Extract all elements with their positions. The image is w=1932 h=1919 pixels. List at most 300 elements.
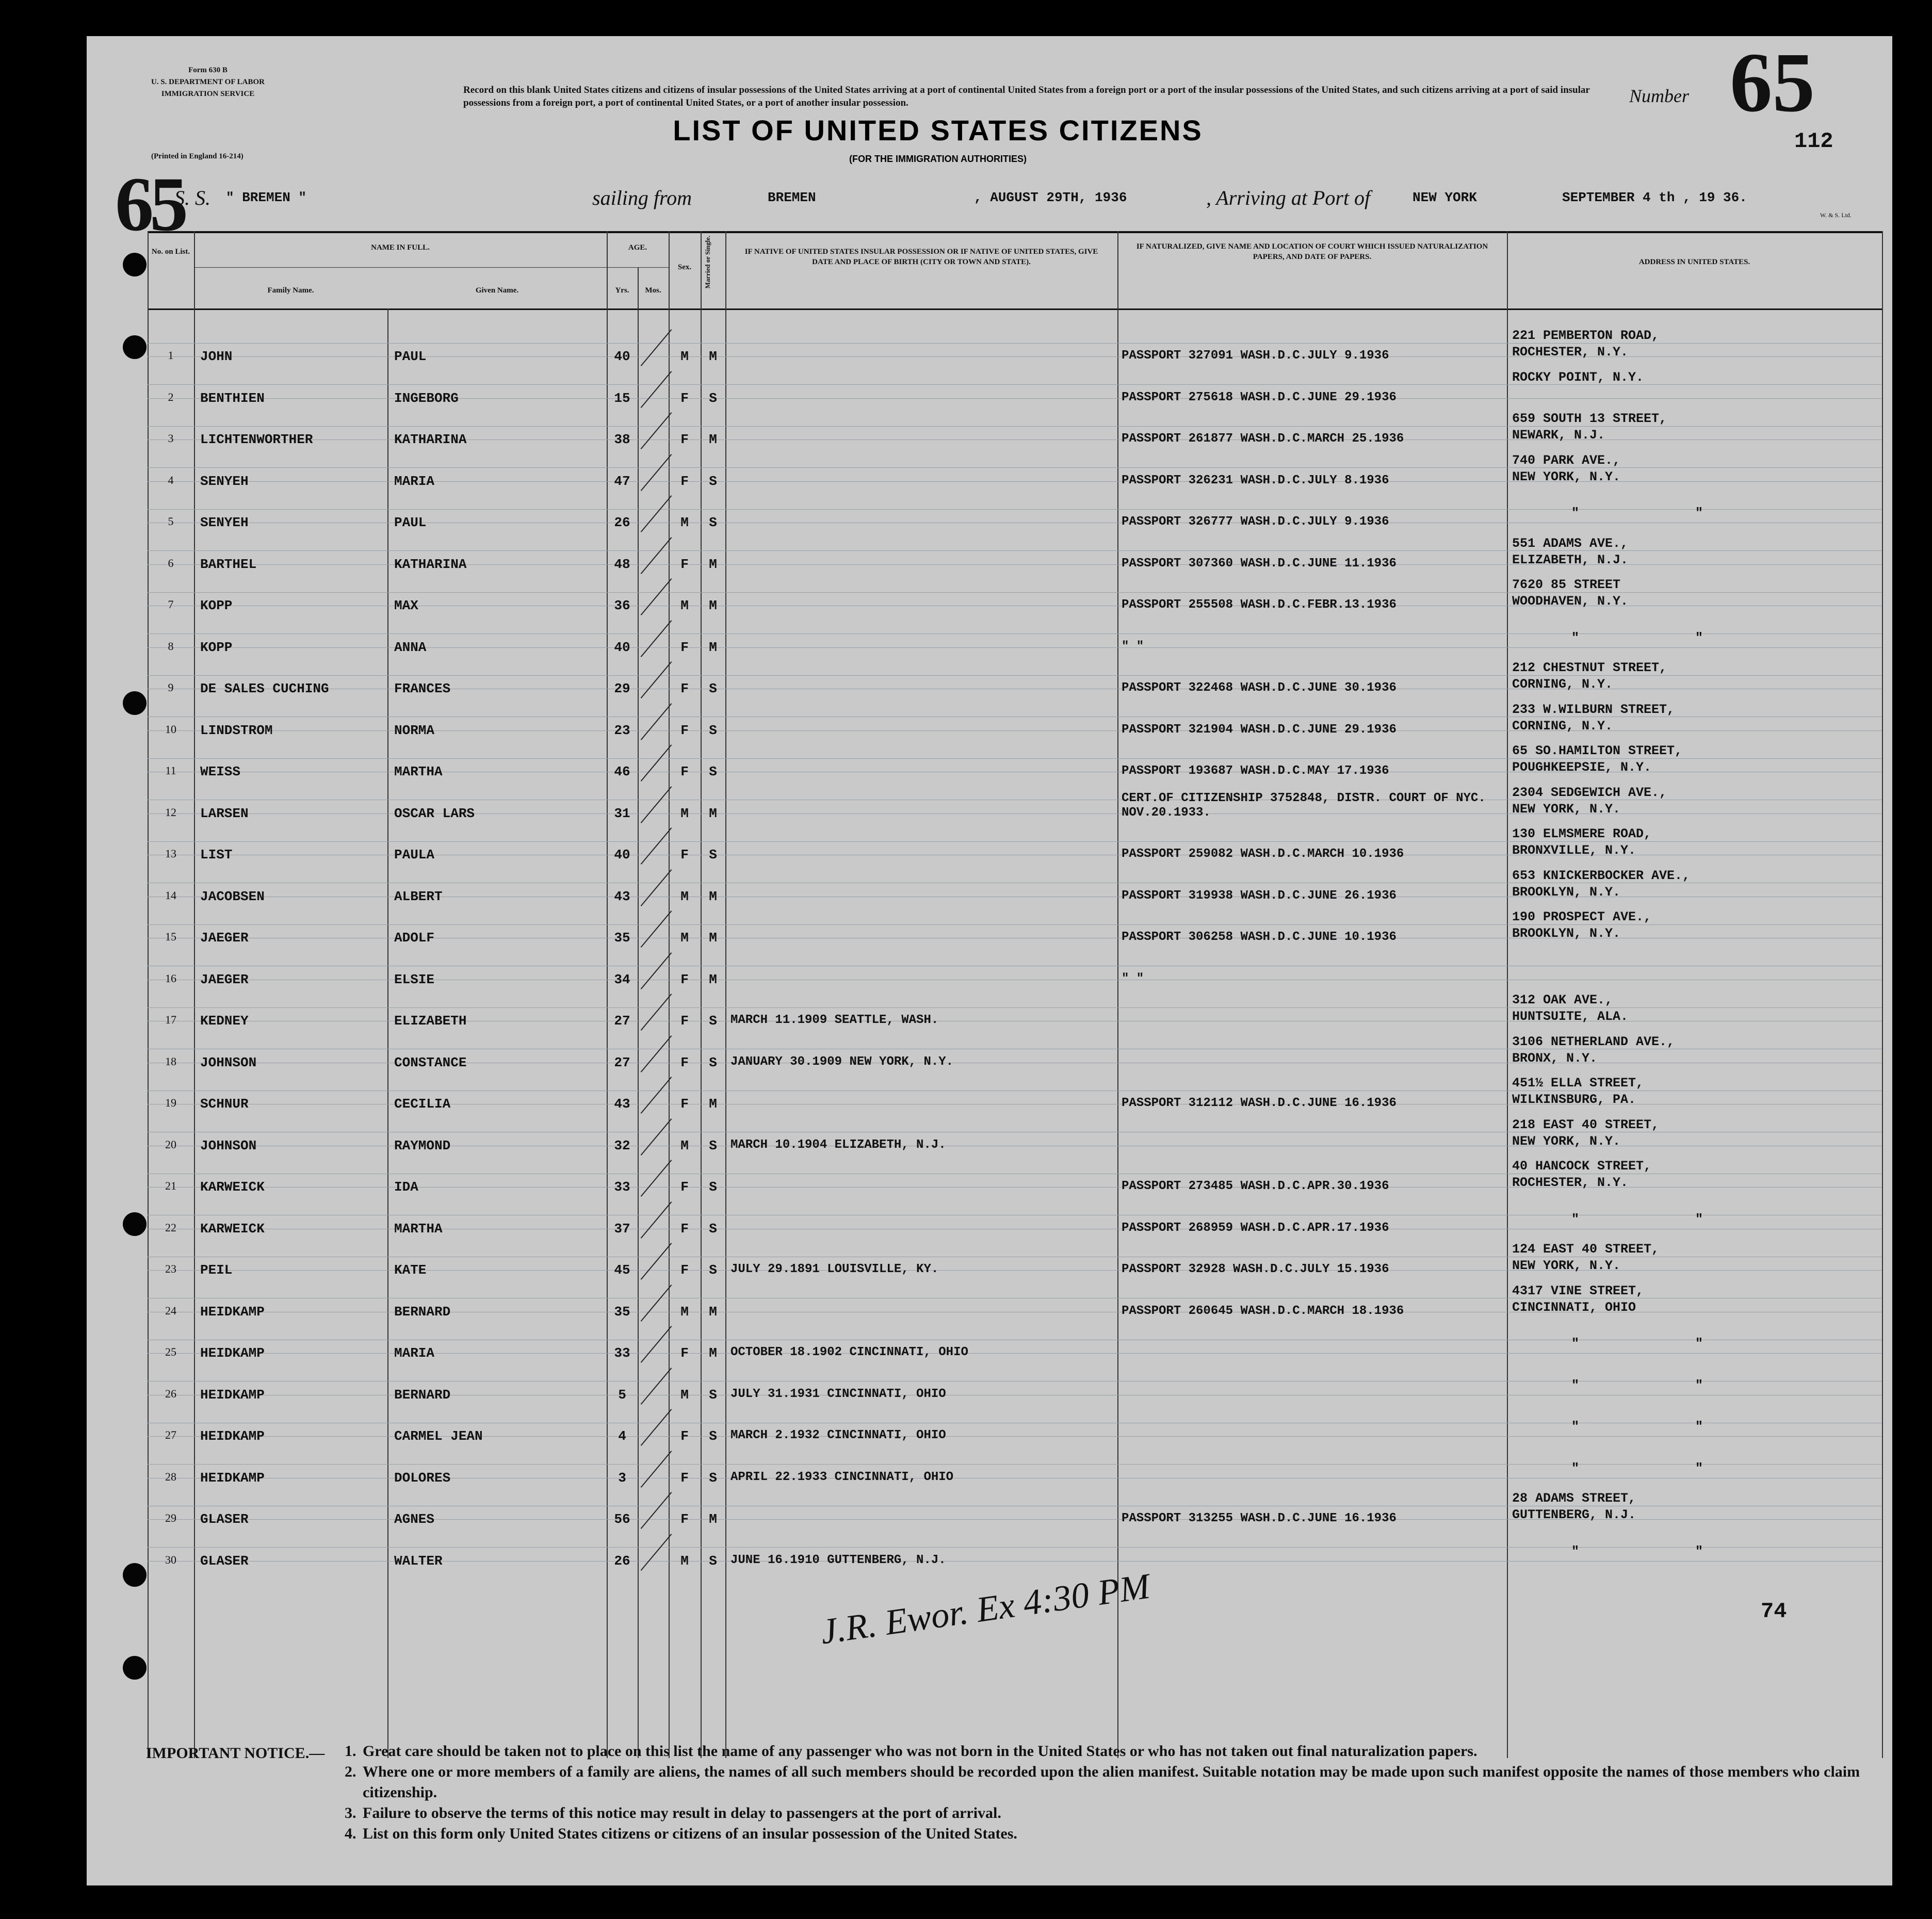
sex: F bbox=[680, 1262, 689, 1278]
sex: F bbox=[680, 1345, 689, 1361]
sex: F bbox=[680, 1511, 689, 1527]
row-number: 30 bbox=[165, 1553, 176, 1566]
binder-hole bbox=[123, 691, 147, 715]
printer-mark: W. & S. Ltd. bbox=[1820, 212, 1852, 219]
family-name: BENTHIEN bbox=[200, 390, 265, 406]
age-years: 31 bbox=[614, 805, 630, 821]
address-line-1: 212 CHESTNUT STREET, bbox=[1512, 660, 1667, 675]
marital-status: M bbox=[709, 556, 717, 572]
sex: M bbox=[680, 349, 689, 364]
sex: F bbox=[680, 432, 689, 447]
page-title: LIST OF UNITED STATES CITIZENS bbox=[673, 114, 1203, 147]
age-years: 40 bbox=[614, 349, 630, 364]
birth-info: JULY 29.1891 LOUISVILLE, KY. bbox=[730, 1262, 939, 1276]
row-number: 23 bbox=[165, 1262, 176, 1275]
table-row bbox=[148, 827, 1882, 869]
address-line-2: GUTTENBERG, N.J. bbox=[1512, 1507, 1636, 1522]
number-label: Number bbox=[1629, 86, 1689, 106]
age-years: 26 bbox=[614, 515, 630, 530]
intro-text: Record on this blank United States citizens and citizens of insular possessions of the United States arriving at a port of continental United States from a foreign port or a port of the insular possessions of the United States, and such citizens arriving at a port of said insular possessions from a foreign port, a port of continental United States, or a port of another insular possession. bbox=[463, 85, 1590, 108]
check-mark bbox=[641, 952, 672, 989]
sex: M bbox=[680, 598, 689, 613]
age-years: 35 bbox=[614, 1304, 630, 1320]
family-name: KEDNEY bbox=[200, 1013, 249, 1029]
address-line-2: " bbox=[1695, 1543, 1703, 1559]
family-name: KARWEICK bbox=[200, 1221, 265, 1237]
age-years: 23 bbox=[614, 722, 630, 738]
marital-status: M bbox=[709, 805, 717, 821]
naturalization-info: PASSPORT 307360 WASH.D.C.JUNE 11.1936 bbox=[1122, 556, 1397, 571]
ship-line bbox=[87, 175, 1892, 217]
family-name: JACOBSEN bbox=[200, 888, 265, 904]
date-from: , AUGUST 29TH, 1936 bbox=[974, 190, 1127, 205]
sex: M bbox=[680, 930, 689, 946]
naturalization-info: PASSPORT 259082 WASH.D.C.MARCH 10.1936 bbox=[1122, 847, 1404, 861]
sex: F bbox=[680, 556, 689, 572]
table-row bbox=[148, 1326, 1882, 1368]
row-number: 16 bbox=[165, 971, 176, 985]
table-row bbox=[148, 1201, 1882, 1243]
address-line-1: 2304 SEDGEWICH AVE., bbox=[1512, 785, 1667, 800]
notice-item: List on this form only United States citizens or citizens of an insular possession of the United States. bbox=[363, 1825, 1017, 1842]
notice-number: 4. bbox=[345, 1825, 356, 1842]
handwritten-signature: J.R. Ewor. Ex 4:30 PM bbox=[818, 1566, 1152, 1652]
ruled-line bbox=[148, 592, 1882, 593]
check-mark bbox=[641, 869, 672, 906]
age-years: 36 bbox=[614, 598, 630, 613]
sex: F bbox=[680, 390, 689, 406]
family-name: JOHNSON bbox=[200, 1137, 257, 1153]
ruled-line bbox=[148, 1547, 1882, 1548]
birth-info: MARCH 11.1909 SEATTLE, WASH. bbox=[730, 1013, 939, 1027]
sex: F bbox=[680, 971, 689, 987]
naturalization-info: PASSPORT 313255 WASH.D.C.JUNE 16.1936 bbox=[1122, 1511, 1397, 1525]
address-line-2: NEWARK, N.J. bbox=[1512, 428, 1605, 443]
marital-status: S bbox=[709, 681, 717, 696]
family-name: HEIDKAMP bbox=[200, 1470, 265, 1486]
sex: M bbox=[680, 888, 689, 904]
sex: F bbox=[680, 1054, 689, 1070]
table-row bbox=[148, 329, 1882, 371]
marital-status: S bbox=[709, 1553, 717, 1569]
marital-status: S bbox=[709, 473, 717, 489]
family-name: JOHN bbox=[200, 349, 233, 364]
address-line-2: ROCHESTER, N.Y. bbox=[1512, 1175, 1629, 1190]
check-mark bbox=[641, 1284, 672, 1322]
naturalization-info: PASSPORT 261877 WASH.D.C.MARCH 25.1936 bbox=[1122, 432, 1404, 446]
age-years: 43 bbox=[614, 1096, 630, 1112]
table-row bbox=[148, 869, 1882, 911]
address-line-2: " bbox=[1695, 1460, 1703, 1476]
table-row bbox=[148, 786, 1882, 828]
table-row bbox=[148, 1118, 1882, 1160]
page-number: 112 bbox=[1794, 129, 1833, 154]
marital-status: S bbox=[709, 1137, 717, 1153]
ship-prefix: S. S. bbox=[174, 186, 210, 209]
date-to: SEPTEMBER 4 th , 19 36. bbox=[1562, 190, 1747, 205]
table-row bbox=[148, 620, 1882, 662]
check-mark bbox=[641, 1160, 672, 1197]
row-number: 26 bbox=[165, 1387, 176, 1400]
address-line-1: 130 ELMSMERE ROAD, bbox=[1512, 826, 1652, 841]
arriving-label: , Arriving at Port of bbox=[1206, 186, 1371, 209]
marital-status: M bbox=[709, 1096, 717, 1112]
address-line-1: " bbox=[1571, 630, 1580, 645]
row-number: 17 bbox=[165, 1013, 176, 1026]
family-name: LINDSTROM bbox=[200, 722, 273, 738]
age-years: 27 bbox=[614, 1013, 630, 1029]
address-line-2: NEW YORK, N.Y. bbox=[1512, 801, 1621, 817]
check-mark bbox=[641, 1118, 672, 1156]
address-line-1: " bbox=[1571, 506, 1580, 521]
binder-hole bbox=[123, 1563, 147, 1587]
marital-status: S bbox=[709, 1179, 717, 1195]
family-name: HEIDKAMP bbox=[200, 1428, 265, 1444]
marital-status: S bbox=[709, 847, 717, 863]
manifest-page bbox=[87, 36, 1892, 1885]
check-mark bbox=[641, 994, 672, 1031]
check-mark bbox=[641, 578, 672, 615]
family-name: JAEGER bbox=[200, 930, 249, 946]
check-mark bbox=[641, 1492, 672, 1529]
marital-status: M bbox=[709, 1304, 717, 1320]
department: U. S. DEPARTMENT OF LABOR bbox=[151, 78, 265, 86]
sex: M bbox=[680, 1137, 689, 1153]
address-line-2: WOODHAVEN, N.Y. bbox=[1512, 594, 1629, 609]
table-row bbox=[148, 744, 1882, 786]
given-name: INGEBORG bbox=[394, 390, 459, 406]
table-row bbox=[148, 910, 1882, 952]
address-line-2: CORNING, N.Y. bbox=[1512, 677, 1613, 692]
table-row bbox=[148, 1534, 1882, 1575]
row-number: 6 bbox=[168, 556, 174, 570]
given-name: PAUL bbox=[394, 515, 427, 530]
row-number: 11 bbox=[165, 764, 176, 777]
row-number: 5 bbox=[168, 515, 174, 528]
col-header-name: NAME IN FULL. bbox=[371, 243, 430, 252]
address-line-2: " bbox=[1695, 1377, 1703, 1393]
age-years: 4 bbox=[618, 1428, 626, 1444]
row-number: 14 bbox=[165, 888, 176, 902]
family-name: HEIDKAMP bbox=[200, 1304, 265, 1320]
marital-status: S bbox=[709, 764, 717, 779]
ruled-line bbox=[148, 509, 1882, 510]
table-row bbox=[148, 1035, 1882, 1077]
birth-info: JULY 31.1931 CINCINNATI, OHIO bbox=[730, 1387, 946, 1401]
row-number: 10 bbox=[165, 722, 176, 736]
family-name: PEIL bbox=[200, 1262, 233, 1278]
table-row bbox=[148, 661, 1882, 703]
address-line-1: 221 PEMBERTON ROAD, bbox=[1512, 328, 1660, 343]
naturalization-info: PASSPORT 326231 WASH.D.C.JULY 8.1936 bbox=[1122, 473, 1389, 487]
family-name: DE SALES CUCHING bbox=[200, 681, 329, 696]
address-line-2: " bbox=[1695, 1419, 1703, 1434]
given-name: OSCAR LARS bbox=[394, 805, 475, 821]
marital-status: S bbox=[709, 1054, 717, 1070]
marital-status: S bbox=[709, 515, 717, 530]
notice-number: 3. bbox=[345, 1804, 356, 1822]
table-row bbox=[148, 703, 1882, 745]
check-mark bbox=[641, 661, 672, 698]
given-name: MARIA bbox=[394, 1345, 435, 1361]
table-row bbox=[148, 537, 1882, 579]
sex: M bbox=[680, 1304, 689, 1320]
row-number: 28 bbox=[165, 1470, 176, 1483]
marital-status: S bbox=[709, 722, 717, 738]
naturalization-info: PASSPORT 327091 WASH.D.C.JULY 9.1936 bbox=[1122, 349, 1389, 363]
sex: F bbox=[680, 1428, 689, 1444]
stamp-number: 65 bbox=[115, 161, 184, 247]
given-name: BERNARD bbox=[394, 1387, 451, 1403]
given-name: BERNARD bbox=[394, 1304, 451, 1320]
age-years: 45 bbox=[614, 1262, 630, 1278]
check-mark bbox=[641, 329, 672, 366]
notice-item: Great care should be taken not to place on this list the name of any passenger who was not born in the United States or who has not taken out final naturalization papers. bbox=[363, 1743, 1478, 1760]
check-mark bbox=[641, 1534, 672, 1571]
address-line-1: " bbox=[1571, 1211, 1580, 1227]
age-years: 15 bbox=[614, 390, 630, 406]
marital-status: S bbox=[709, 1387, 717, 1403]
check-mark bbox=[641, 1035, 672, 1072]
family-name: SCHNUR bbox=[200, 1096, 249, 1112]
given-name: MARTHA bbox=[394, 1221, 443, 1237]
marital-status: M bbox=[709, 1511, 717, 1527]
address-line-2: POUGHKEEPSIE, N.Y. bbox=[1512, 760, 1652, 775]
given-name: ELIZABETH bbox=[394, 1013, 467, 1029]
address-line-2: BRONX, N.Y. bbox=[1512, 1050, 1598, 1066]
sex: F bbox=[680, 1221, 689, 1237]
check-mark bbox=[641, 703, 672, 740]
check-mark bbox=[641, 1368, 672, 1405]
binder-hole bbox=[123, 1656, 147, 1680]
given-name: RAYMOND bbox=[394, 1137, 451, 1153]
given-name: MARIA bbox=[394, 473, 435, 489]
check-mark bbox=[641, 827, 672, 865]
age-years: 47 bbox=[614, 473, 630, 489]
col-header-no: No. on List. bbox=[151, 248, 190, 256]
marital-status: M bbox=[709, 888, 717, 904]
address-line-1: 65 SO.HAMILTON STREET, bbox=[1512, 743, 1683, 758]
port-from: BREMEN bbox=[768, 190, 816, 205]
table-row bbox=[148, 1368, 1882, 1409]
table-row bbox=[148, 1409, 1882, 1451]
address-line-1: 7620 85 STREET bbox=[1512, 577, 1621, 592]
row-number: 7 bbox=[168, 598, 174, 611]
table-row bbox=[148, 454, 1882, 496]
sex: F bbox=[680, 1096, 689, 1112]
naturalization-info: PASSPORT 322468 WASH.D.C.JUNE 30.1936 bbox=[1122, 681, 1397, 695]
age-years: 40 bbox=[614, 639, 630, 655]
birth-info: JANUARY 30.1909 NEW YORK, N.Y. bbox=[730, 1054, 954, 1069]
table-row bbox=[148, 578, 1882, 620]
birth-info: APRIL 22.1933 CINCINNATI, OHIO bbox=[730, 1470, 954, 1484]
given-name: CECILIA bbox=[394, 1096, 451, 1112]
address-line-2: WILKINSBURG, PA. bbox=[1512, 1092, 1636, 1107]
naturalization-info: PASSPORT 268959 WASH.D.C.APR.17.1936 bbox=[1122, 1221, 1389, 1235]
sex: F bbox=[680, 1013, 689, 1029]
sailing-label: sailing from bbox=[592, 186, 692, 209]
address-line-1: 124 EAST 40 STREET, bbox=[1512, 1242, 1660, 1257]
address-line-1: 4317 VINE STREET, bbox=[1512, 1283, 1644, 1298]
age-years: 26 bbox=[614, 1553, 630, 1569]
address-line-1: 653 KNICKERBOCKER AVE., bbox=[1512, 868, 1691, 883]
address-line-1: " bbox=[1571, 1460, 1580, 1476]
address-line-2: " bbox=[1695, 1211, 1703, 1227]
age-years: 33 bbox=[614, 1179, 630, 1195]
check-mark bbox=[641, 412, 672, 449]
family-name: SENYEH bbox=[200, 515, 249, 530]
naturalization-info: " " bbox=[1122, 639, 1144, 654]
check-mark bbox=[641, 910, 672, 948]
page-subtitle: (FOR THE IMMIGRATION AUTHORITIES) bbox=[849, 154, 1027, 164]
family-name: JAEGER bbox=[200, 971, 249, 987]
address-line-1: " bbox=[1571, 1336, 1580, 1351]
address-line-2: NEW YORK, N.Y. bbox=[1512, 1258, 1621, 1273]
check-mark bbox=[641, 537, 672, 574]
table-row bbox=[148, 1077, 1882, 1118]
printed-note: (Printed in England 16-214) bbox=[151, 152, 243, 160]
family-name: LICHTENWORTHER bbox=[200, 432, 313, 447]
row-number: 19 bbox=[165, 1096, 176, 1109]
row-number: 22 bbox=[165, 1221, 176, 1234]
sex: F bbox=[680, 764, 689, 779]
col-header-age: AGE. bbox=[628, 243, 647, 252]
birth-info: OCTOBER 18.1902 CINCINNATI, OHIO bbox=[730, 1345, 968, 1359]
row-number: 20 bbox=[165, 1137, 176, 1151]
sex: F bbox=[680, 1470, 689, 1486]
naturalization-info: PASSPORT 260645 WASH.D.C.MARCH 18.1936 bbox=[1122, 1304, 1404, 1318]
marital-status: M bbox=[709, 930, 717, 946]
ship-name: " BREMEN " bbox=[226, 190, 307, 205]
row-number: 3 bbox=[168, 432, 174, 445]
family-name: JOHNSON bbox=[200, 1054, 257, 1070]
address-line-1: " bbox=[1571, 1419, 1580, 1434]
age-years: 38 bbox=[614, 432, 630, 447]
given-name: ANNA bbox=[394, 639, 427, 655]
list-number: 65 bbox=[1730, 36, 1815, 129]
age-years: 40 bbox=[614, 847, 630, 863]
age-years: 29 bbox=[614, 681, 630, 696]
address-line-2: CINCINNATI, OHIO bbox=[1512, 1299, 1636, 1315]
col-header-mos: Mos. bbox=[645, 286, 661, 295]
binder-hole bbox=[123, 335, 147, 359]
age-years: 56 bbox=[614, 1511, 630, 1527]
naturalization-info: PASSPORT 275618 WASH.D.C.JUNE 29.1936 bbox=[1122, 390, 1397, 404]
row-number: 1 bbox=[168, 349, 174, 362]
given-name: CARMEL JEAN bbox=[394, 1428, 483, 1444]
given-name: KATE bbox=[394, 1262, 427, 1278]
naturalization-info: PASSPORT 255508 WASH.D.C.FEBR.13.1936 bbox=[1122, 598, 1397, 612]
address-line-2: BROOKLYN, N.Y. bbox=[1512, 926, 1621, 941]
marital-status: S bbox=[709, 390, 717, 406]
age-years: 46 bbox=[614, 764, 630, 779]
table-row bbox=[148, 1160, 1882, 1201]
check-mark bbox=[641, 1326, 672, 1363]
table-row bbox=[148, 1284, 1882, 1326]
binder-hole bbox=[123, 253, 147, 277]
col-header-birth: IF NATIVE OF UNITED STATES INSULAR POSSESSION OR IF NATIVE OF UNITED STATES, GIVE DATE AND PLACE OF BIRTH (CITY OR TOWN AND STATE). bbox=[744, 248, 1098, 266]
address-line-2: " bbox=[1695, 630, 1703, 645]
notice-item: Failure to observe the terms of this notice may result in delay to passengers at the port of arrival. bbox=[363, 1804, 1001, 1822]
marital-status: M bbox=[709, 971, 717, 987]
naturalization-info: CERT.OF CITIZENSHIP 3752848, DISTR. COURT OF NYC. NOV.20.1933. bbox=[1122, 791, 1486, 820]
naturalization-info: PASSPORT 312112 WASH.D.C.JUNE 16.1936 bbox=[1122, 1096, 1397, 1110]
row-number: 25 bbox=[165, 1345, 176, 1358]
age-years: 48 bbox=[614, 556, 630, 572]
naturalization-info: PASSPORT 32928 WASH.D.C.JULY 15.1936 bbox=[1122, 1262, 1389, 1276]
age-years: 5 bbox=[618, 1387, 626, 1403]
row-number: 15 bbox=[165, 930, 176, 943]
table-row bbox=[148, 371, 1882, 413]
page-count: 74 bbox=[1761, 1599, 1787, 1624]
col-header-given: Given Name. bbox=[475, 286, 519, 295]
address-line-1: 551 ADAMS AVE., bbox=[1512, 535, 1629, 551]
check-mark bbox=[641, 1409, 672, 1446]
age-years: 37 bbox=[614, 1221, 630, 1237]
given-name: IDA bbox=[394, 1179, 418, 1195]
form-block bbox=[118, 64, 298, 100]
given-name: KATHARINA bbox=[394, 432, 467, 447]
given-name: AGNES bbox=[394, 1511, 435, 1527]
address-line-2: ELIZABETH, N.J. bbox=[1512, 552, 1629, 567]
address-line-2: " bbox=[1695, 1336, 1703, 1351]
sex: F bbox=[680, 722, 689, 738]
address-line-1: 740 PARK AVE., bbox=[1512, 452, 1621, 468]
family-name: LARSEN bbox=[200, 805, 249, 821]
naturalization-info: PASSPORT 319938 WASH.D.C.JUNE 26.1936 bbox=[1122, 888, 1397, 903]
check-mark bbox=[641, 495, 672, 532]
sex: M bbox=[680, 805, 689, 821]
age-years: 27 bbox=[614, 1054, 630, 1070]
table-row bbox=[148, 1451, 1882, 1492]
check-mark bbox=[641, 744, 672, 782]
address-line-1: ROCKY POINT, N.Y. bbox=[1512, 369, 1644, 385]
marital-status: S bbox=[709, 1428, 717, 1444]
age-years: 35 bbox=[614, 930, 630, 946]
row-number: 9 bbox=[168, 681, 174, 694]
naturalization-info: " " bbox=[1122, 971, 1144, 986]
marital-status: S bbox=[709, 1013, 717, 1029]
marital-status: M bbox=[709, 598, 717, 613]
col-header-yrs: Yrs. bbox=[615, 286, 629, 295]
row-number: 4 bbox=[168, 473, 174, 486]
row-number: 21 bbox=[165, 1179, 176, 1192]
address-line-1: 28 ADAMS STREET, bbox=[1512, 1491, 1636, 1506]
address-line-1: 233 W.WILBURN STREET, bbox=[1512, 702, 1675, 717]
notice-lead: IMPORTANT NOTICE.— bbox=[146, 1745, 325, 1762]
service: IMMIGRATION SERVICE bbox=[161, 90, 255, 98]
check-mark bbox=[641, 1201, 672, 1239]
naturalization-info: PASSPORT 321904 WASH.D.C.JUNE 29.1936 bbox=[1122, 722, 1397, 737]
marital-status: S bbox=[709, 1221, 717, 1237]
col-header-address: ADDRESS IN UNITED STATES. bbox=[1638, 258, 1750, 266]
ruled-line bbox=[148, 633, 1882, 634]
table-row bbox=[148, 495, 1882, 537]
binder-hole bbox=[123, 1212, 147, 1236]
row-number: 18 bbox=[165, 1054, 176, 1068]
sex: M bbox=[680, 1387, 689, 1403]
address-line-1: 3106 NETHERLAND AVE., bbox=[1512, 1034, 1675, 1049]
naturalization-info: PASSPORT 273485 WASH.D.C.APR.30.1936 bbox=[1122, 1179, 1389, 1193]
age-years: 32 bbox=[614, 1137, 630, 1153]
age-years: 43 bbox=[614, 888, 630, 904]
table-row bbox=[148, 1492, 1882, 1534]
family-name: HEIDKAMP bbox=[200, 1387, 265, 1403]
family-name: SENYEH bbox=[200, 473, 249, 489]
check-mark bbox=[641, 1243, 672, 1280]
given-name: MARTHA bbox=[394, 764, 443, 779]
given-name: MAX bbox=[394, 598, 418, 613]
